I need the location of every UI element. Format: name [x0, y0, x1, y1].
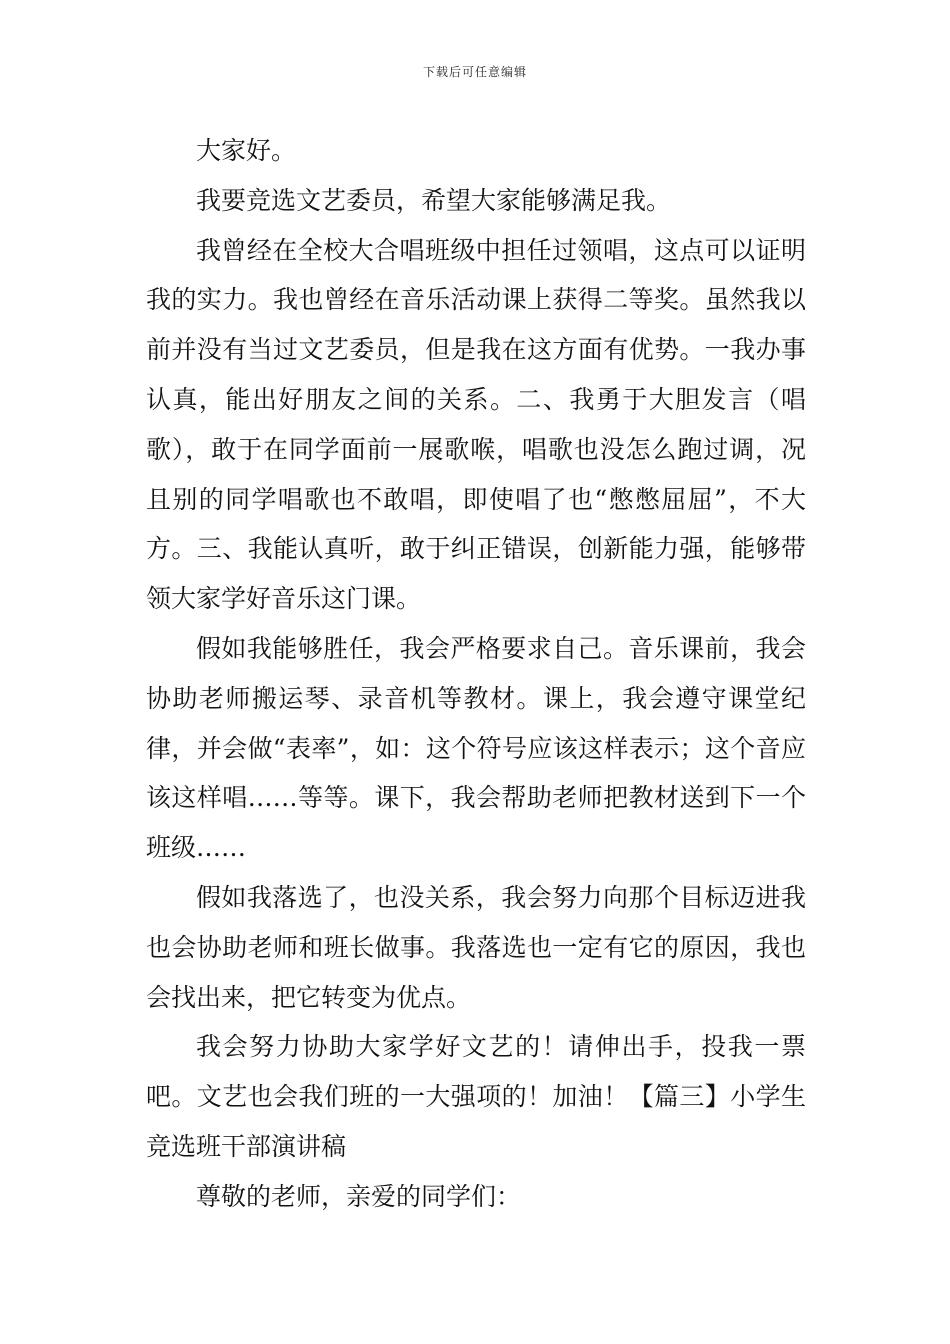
paragraph-if-not-elected: 假如我落选了，也没关系，我会努力向那个目标迈进我也会协助老师和班长做事。我落选也一定有它的原因，我也会找出来，把它转变为优点。 — [146, 882, 806, 1012]
paragraph-intention: 我要竞选文艺委员，希望大家能够满足我。 — [196, 185, 672, 215]
paragraph-advantages: 我曾经在全校大合唱班级中担任过领唱，这点可以证明我的实力。我也曾经在音乐活动课上获得二等奖。虽然我以前并没有当过文艺委员，但是我在这方面有优势。一我办事认真，能出好朋友之间的关系。二、我勇于大胆发言（唱歌），敢于在同学面前一展歌喉，唱歌也没怎么跑过调，况且别的同学唱歌也不敢唱，即使唱了也“憋憋屈屈”，不大方。三、我能认真听，敢于纠正错误，创新能力强，能够带领大家学好音乐这门课。 — [146, 235, 806, 614]
paragraph-greeting: 大家好。 — [196, 136, 297, 165]
paragraph-vote-appeal: 我会努力协助大家学好文艺的！请伸出手，投我一票吧。文艺也会我们班的一大强项的！加油！【篇三】小学生竞选班干部演讲稿 — [146, 1032, 806, 1161]
paragraph-salutation: 尊敬的老师，亲爱的同学们： — [196, 1181, 522, 1211]
page-header-note: 下载后可任意编辑 — [422, 65, 527, 79]
document-body — [146, 126, 806, 1222]
paragraph-plan-if-elected: 假如我能够胜任，我会严格要求自己。音乐课前，我会协助老师搬运琴、录音机等教材。课上，我会遵守课堂纪律，并会做“表率”，如：这个符号应该这样表示；这个音应该这样唱……等等。课下，我会帮助老师把教材送到下一个班级…… — [146, 633, 806, 863]
